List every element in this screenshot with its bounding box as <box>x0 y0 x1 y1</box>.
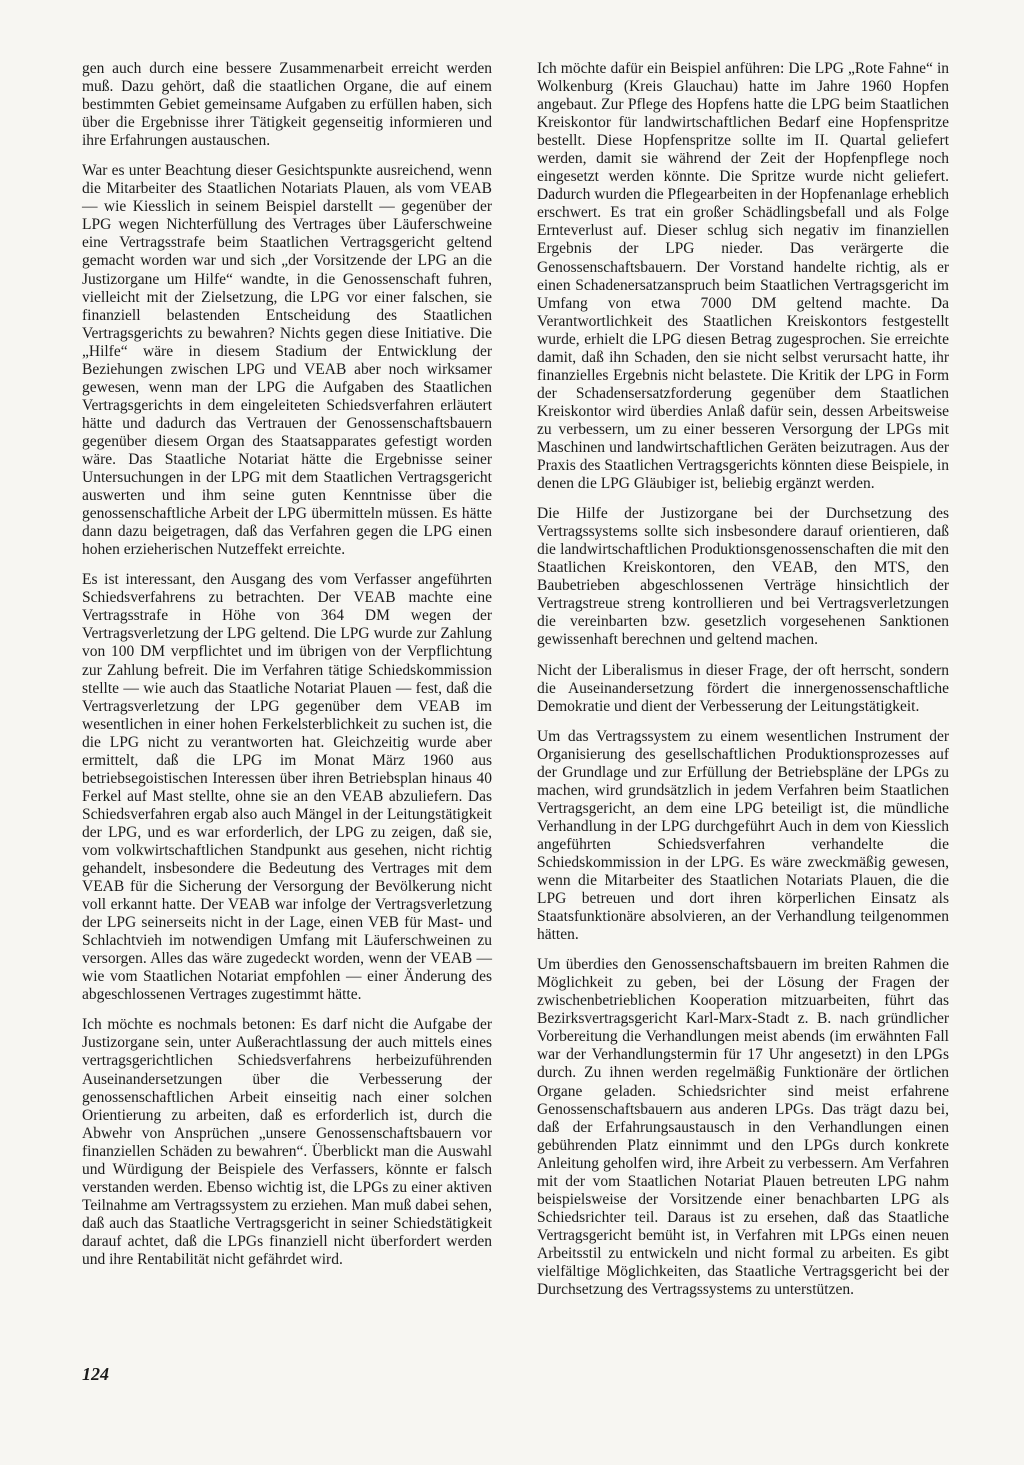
paragraph: Um überdies den Genossenschaftsbauern im breiten Rahmen die Möglichkeit zu geben, bei der Lösung der Fragen der zwischenbetrieblichen Kooperation mitzuarbeiten, führt das Bezirksvertragsgericht Karl-Marx-Stadt z. B. nach gründlicher Vorbereitung die Verhandlungen meist abends (im erwähnten Fall war der Verhandlungstermin für 17 Uhr angesetzt) in den LPGs durch. Zu ihnen werden regelmäßig Funktionäre der örtlichen Organe geladen. Schiedsrichter sind meist erfahrene Genossenschaftsbauern aus anderen LPGs. Das trägt dazu bei, daß der Erfahrungsaustausch in den Verhandlungen einen gebührenden Platz einnimmt und den LPGs durch konkrete Anleitung geholfen wird, ihre Arbeit zu verbessern. Am Verfahren mit der vom Staatlichen Notariat Plauen betreuten LPG nahm beispielsweise der Vorsitzende einer benachbarten LPG als Schiedsrichter teil. Daraus ist zu ersehen, daß das Staatliche Vertragsgericht bemüht ist, in Verfahren mit LPGs einen neuen Arbeitsstil zu entwickeln und nicht formal zu arbeiten. Es gibt vielfältige Möglichkeiten, das Staatliche Vertragsgericht bei der Durchsetzung des Vertragssystems zu unterstützen. <box>537 956 949 1299</box>
paragraph: Es ist interessant, den Ausgang des vom Verfasser angeführten Schiedsverfahrens zu betrachten. Der VEAB machte eine Vertragsstrafe in Höhe von 364 DM wegen der Vertragsverletzung der LPG geltend. Die LPG wurde zur Zahlung von 100 DM verpflichtet und im übrigen von der Verpflichtung zur Zahlung befreit. Die im Verfahren tätige Schiedskommission stellte — wie auch das Staatliche Notariat Plauen — fest, daß die Vertragsverletzung der LPG gegenüber dem VEAB im wesentlichen in einer hohen Ferkelsterblichkeit zu suchen ist, die die LPG nicht zu verantworten hat. Gleichzeitig wurde aber ermittelt, daß die LPG im Monat März 1960 aus betriebsegoistischen Interessen über ihren Betriebsplan hinaus 40 Ferkel auf Mast stellte, ohne sie an den VEAB abzuliefern. Das Schiedsverfahren ergab also auch Mängel in der Leitungstätigkeit der LPG, und es war erforderlich, der LPG zu zeigen, daß sie, vom volkwirtschaftlichen Standpunkt aus gesehen, nicht richtig gehandelt, insbesondere die Bedeutung des Vertrages mit dem VEAB für die Sicherung der Versorgung der Bevölkerung nicht voll erkannt hatte. Der VEAB war infolge der Vertragsverletzung der LPG seinerseits nicht in der Lage, einen VEB für Mast- und Schlachtvieh im notwendigen Umfang mit Läuferschweinen zu versorgen. Alles das wäre zugedeckt worden, wenn der VEAB — wie vom Staatlichen Notariat empfohlen — einer Änderung des abgeschlossenen Vertrages zugestimmt hätte. <box>82 571 492 1004</box>
paragraph: Ich möchte dafür ein Beispiel anführen: Die LPG „Rote Fahne“ in Wolkenburg (Kreis Glauchau) hatte im Jahre 1960 Hopfen angebaut. Zur Pflege des Hopfens hatte die LPG beim Staatlichen Kreiskontor für landwirtschaftlichen Bedarf eine Hopfenspritze bestellt. Diese Hopfenspritze sollte im II. Quartal geliefert werden, damit sie während der Zeit der Hopfenpflege noch eingesetzt werden könnte. Die Spritze wurde nicht geliefert. Dadurch wurden die Pflegearbeiten in der Hopfenanlage erheblich erschwert. Es trat ein großer Schädlingsbefall und als Folge Ernteverlust auf. Dieser schlug sich negativ im finanziellen Ergebnis der LPG nieder. Das verärgerte die Genossenschaftsbauern. Der Vorstand handelte richtig, als er einen Schadenersatzanspruch beim Staatlichen Vertragsgericht im Umfang von etwa 7000 DM geltend machte. Da Verantwortlichkeit des Staatlichen Kreiskontors festgestellt wurde, erhielt die LPG diesen Betrag zugesprochen. Sie erreichte damit, daß ihn Schaden, den sie nicht selbst verursacht hatte, ihr finanzielles Ergebnis nicht belastete. Die Kritik der LPG in Form der Schadensersatzforderung gegenüber dem Staatlichen Kreiskontor wird überdies Anlaß dafür sein, dessen Arbeitsweise zu verbessern, um zu einer besseren Versorgung der LPGs mit Maschinen und landwirtschaftlichen Geräten beizutragen. Aus der Praxis des Staatlichen Vertragsgerichts könnten diese Beispiele, in denen die LPG Gläubiger ist, beliebig ergänzt werden. <box>537 60 949 493</box>
page-number: 124 <box>82 1364 109 1384</box>
right-column <box>537 60 949 1311</box>
paragraph: Nicht der Liberalismus in dieser Frage, der oft herrscht, sondern die Auseinandersetzung fördert die innergenossenschaftliche Demokratie und dient der Verbesserung der Leitungstätigkeit. <box>537 661 949 715</box>
left-column <box>82 60 492 1281</box>
paragraph: Die Hilfe der Justizorgane bei der Durchsetzung des Vertragssystems sollte sich insbesondere darauf orientieren, daß die landwirtschaftlichen Produktionsgenossenschaften die mit den Staatlichen Kreiskontoren, den VEAB, den MTS, den Baubetrieben abgeschlossenen Verträge hinsichtlich der Vertragstreue streng kontrollieren und bei Vertragsverletzungen die vereinbarten bzw. gesetzlich vorgesehenen Sanktionen gewissenhaft berechnen und geltend machen. <box>537 505 949 649</box>
paragraph: Ich möchte es nochmals betonen: Es darf nicht die Aufgabe der Justizorgane sein, unter Außerachtlassung der auch mittels eines vertragsgerichtlichen Schiedsverfahrens herbeizuführenden Auseinandersetzungen über die Verbesserung der genossenschaftlichen Arbeit einseitig nach einer solchen Orientierung zu arbeiten, daß es erforderlich ist, durch die Abwehr von Ansprüchen „unsere Genossenschaftsbauern vor finanziellen Schäden zu bewahren“. Überblickt man die Auswahl und Würdigung der Beispiele des Verfassers, könnte er falsch verstanden werden. Ebenso wichtig ist, die LPGs zu einer aktiven Teilnahme am Vertragssystem zu erziehen. Man muß dabei sehen, daß auch das Staatliche Vertragsgericht in seiner Schiedstätigkeit darauf achtet, daß die LPGs finanziell nicht überfordert werden und ihre Rentabilität nicht gefährdet wird. <box>82 1016 492 1268</box>
paragraph: War es unter Beachtung dieser Gesichtspunkte ausreichend, wenn die Mitarbeiter des Staatlichen Notariats Plauen, als vom VEAB — wie Kiesslich in seinem Beispiel darstellt — gegenüber der LPG wegen Nichterfüllung des Vertrages über Läuferschweine eine Vertragsstrafe beim Staatlichen Vertragsgericht geltend gemacht worden war und sich „der Vorsitzende der LPG an die Justizorgane um Hilfe“ wandte, in die Genossenschaft fuhren, vielleicht mit der Zielsetzung, die LPG vor einer falschen, sie finanziell belastenden Entscheidung des Staatlichen Vertragsgerichts zu bewahren? Nichts gegen diese Initiative. Die „Hilfe“ wäre in diesem Stadium der Entwicklung der Beziehungen zwischen LPG und VEAB aber noch wirksamer gewesen, wenn man der LPG die Aufgaben des Staatlichen Vertragsgerichts in dem eingeleiteten Schiedsverfahren erläutert hätte und dadurch das Vertrauen der Genossenschaftsbauern gegenüber diesem Organ des Staatsapparates gefestigt worden wäre. Das Staatliche Notariat hätte die Ergebnisse seiner Untersuchungen in der LPG mit dem Staatlichen Vertragsgericht auswerten und ihm seine guten Kenntnisse über die genossenschaftliche Arbeit der LPG übermitteln müssen. Es hätte dann dazu beigetragen, daß das Verfahren gegen die LPG einen hohen erzieherischen Nutzeffekt erreichte. <box>82 162 492 559</box>
paragraph: gen auch durch eine bessere Zusammenarbeit erreicht werden muß. Dazu gehört, daß die staatlichen Organe, die auf einem bestimmten Gebiet gemeinsame Aufgaben zu erfüllen haben, sich über die Ergebnisse ihrer Tätigkeit gegenseitig informieren und ihre Erfahrungen austauschen. <box>82 60 492 150</box>
paragraph: Um das Vertragssystem zu einem wesentlichen Instrument der Organisierung des gesellschaftlichen Produktionsprozesses auf der Grundlage und zur Erfüllung der Betriebspläne der LPGs zu machen, wird grundsätzlich in jedem Verfahren beim Staatlichen Vertragsgericht, an dem eine LPG beteiligt ist, die mündliche Verhandlung in der LPG durchgeführt Auch in dem von Kiesslich angeführten Schiedsverfahren verhandelte die Schiedskommission in der LPG. Es wäre zweckmäßig gewesen, wenn die Mitarbeiter des Staatlichen Notariats Plauen, die die LPG betreuen und dort ihren körperlichen Einsatz als Staatsfunktionäre absolvieren, an der Verhandlung teilgenommen hätten. <box>537 727 949 944</box>
